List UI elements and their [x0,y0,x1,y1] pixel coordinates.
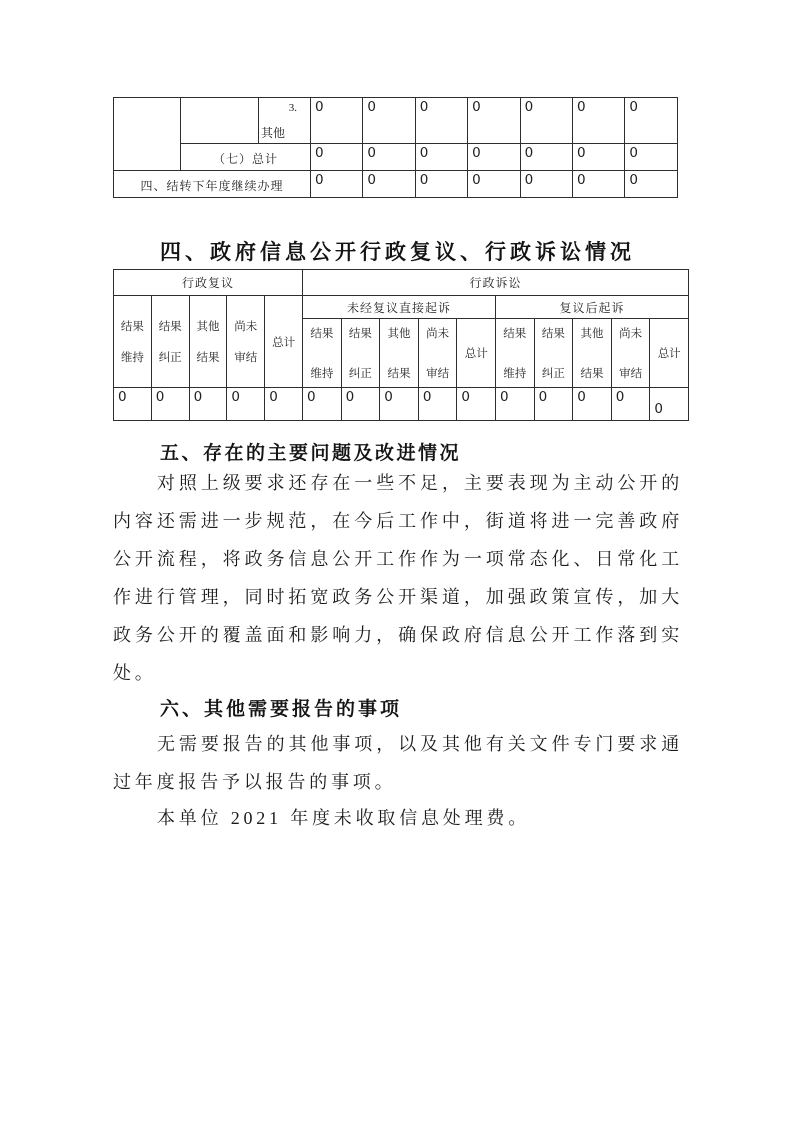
row-label-other [259,98,311,144]
col-header-total: 总计 [265,296,303,388]
value-cell: 0 [418,388,457,421]
col-header-result-corrected: 结果 纠正 [341,319,380,388]
value-cell: 0 [363,171,415,198]
section4-heading: 四、政府信息公开行政复议、行政诉讼情况 [160,241,635,264]
value-cell: 0 [311,171,363,198]
value-cell: 0 [303,388,342,421]
value-cell: 0 [151,388,189,421]
section6-heading: 六、其他需要报告的事项 [160,699,403,720]
value-cell: 0 [468,171,520,198]
row-label-total: （七）总计 [181,144,311,171]
value-cell: 0 [520,171,572,198]
col-header-result-corrected: 结果 纠正 [534,319,573,388]
value-cell: 0 [468,98,520,144]
value-cell: 0 [650,388,689,421]
value-cell: 0 [573,388,612,421]
section6-paragraph: 无需要报告的其他事项，以及其他有关文件专门要求通过年度报告予以报告的事项。 [113,734,683,792]
carryover-table [113,97,678,198]
value-cell: 0 [625,171,677,198]
value-cell: 0 [380,388,419,421]
fee-note-paragraph: 本单位 2021 年度未收取信息处理费。 [157,808,530,828]
row-label-other-text: 其他 [261,125,286,140]
col-header-total: 总计 [650,319,689,388]
col-header-result-corrected: 结果 纠正 [151,296,189,388]
row-label-other-number: 3. [288,101,297,114]
value-cell: 0 [363,144,415,171]
value-cell: 0 [534,388,573,421]
col-header-result-upheld: 结果 维持 [303,319,342,388]
subgroup-header-suit-after-review: 复议后起诉 [496,296,689,319]
value-cell: 0 [341,388,380,421]
value-cell: 0 [311,144,363,171]
value-cell: 0 [227,388,265,421]
value-cell: 0 [114,388,152,421]
col-header-pending: 尚未 审结 [418,319,457,388]
col-header-result-upheld: 结果 维持 [114,296,152,388]
value-cell: 0 [415,98,467,144]
group-header-review: 行政复议 [114,270,303,296]
value-cell: 0 [363,98,415,144]
value-cell: 0 [457,388,496,421]
section5-heading: 五、存在的主要问题及改进情况 [160,443,462,464]
section5-paragraph: 对照上级要求还存在一些不足，主要表现为主动公开的内容还需进一步规范，在今后工作中，街道将进一完善政府公开流程，将政务信息公开工作作为一项常态化、日常化工作进行管理，同时拓宽政务公开渠道，加强政策宣传，加大政务公开的覆盖面和影响力，确保政府信息公开工作落到实处。 [113,473,683,683]
value-cell: 0 [520,98,572,144]
value-cell: 0 [572,98,624,144]
value-cell: 0 [625,98,677,144]
col-header-other-result: 其他 结果 [573,319,612,388]
empty-stub-cell [114,98,181,171]
col-header-other-result: 其他 结果 [189,296,227,388]
group-header-litigation: 行政诉讼 [303,270,689,296]
subgroup-header-direct-suit: 未经复议直接起诉 [303,296,496,319]
value-cell: 0 [611,388,650,421]
value-cell: 0 [311,98,363,144]
value-cell: 0 [625,144,677,171]
value-cell: 0 [496,388,535,421]
value-cell: 0 [265,388,303,421]
value-cell: 0 [520,144,572,171]
review-litigation-table [113,269,689,421]
value-cell: 0 [468,144,520,171]
col-header-result-upheld: 结果 维持 [496,319,535,388]
row-label-carryover: 四、结转下年度继续办理 [114,171,311,198]
value-cell: 0 [572,144,624,171]
value-cell: 0 [415,144,467,171]
col-header-pending: 尚未 审结 [611,319,650,388]
value-cell: 0 [189,388,227,421]
empty-cell [181,98,259,144]
col-header-other-result: 其他 结果 [380,319,419,388]
col-header-pending: 尚未 审结 [227,296,265,388]
value-cell: 0 [572,171,624,198]
value-cell: 0 [415,171,467,198]
col-header-total: 总计 [457,319,496,388]
